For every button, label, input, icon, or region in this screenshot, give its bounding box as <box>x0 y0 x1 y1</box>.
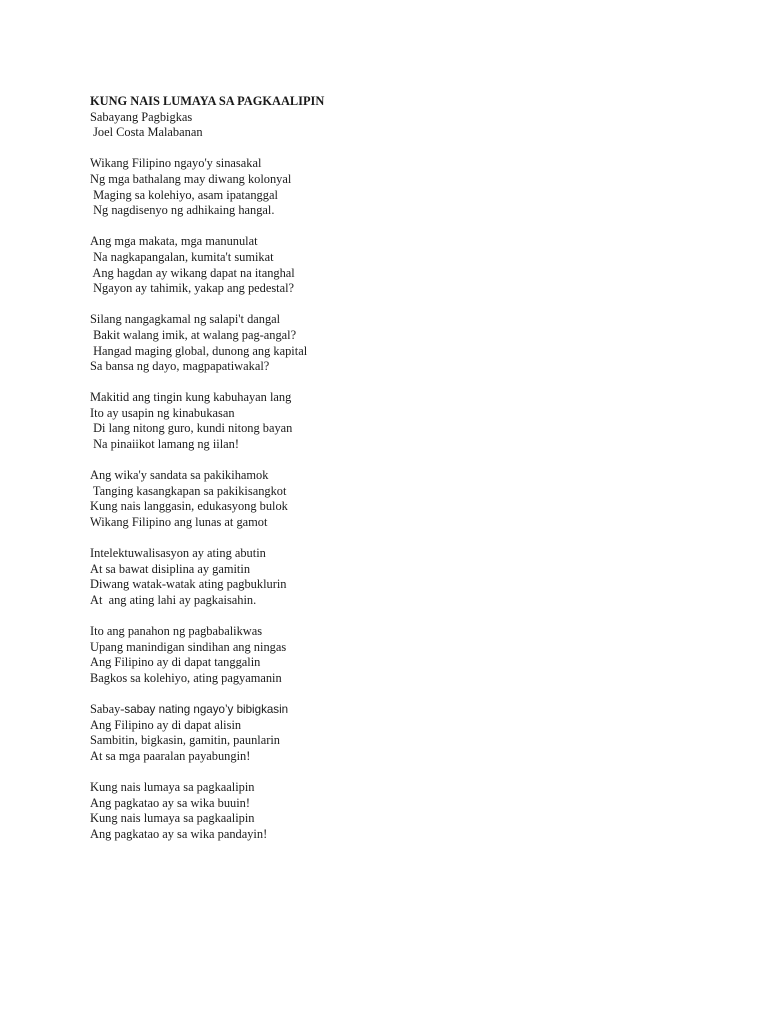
stanza-3 <box>90 312 690 374</box>
poem-line: Silang nangagkamal ng salapi't dangal <box>90 312 281 327</box>
poem-line: Ang pagkatao ay sa wika pandayin! <box>90 826 268 841</box>
stanza-4 <box>90 390 690 452</box>
poem-line: Ang pagkatao ay sa wika buuin! <box>90 795 251 810</box>
poem-line: Sambitin, bigkasin, gamitin, paunlarin <box>90 733 280 748</box>
poem-line: Maging sa kolehiyo, asam ipatanggal <box>90 187 278 202</box>
poem-line: Kung nais lumaya sa pagkaalipin <box>90 811 255 826</box>
poem-document <box>90 94 690 843</box>
stanza-1 <box>90 156 690 218</box>
stanza-8 <box>90 702 690 764</box>
poem-line: Ito ay usapin ng kinabukasan <box>90 405 235 420</box>
poem-line-mixed-font <box>90 702 690 718</box>
stanza-6 <box>90 546 690 608</box>
poem-line: Hangad maging global, dunong ang kapital <box>90 343 308 358</box>
poem-line: Bakit walang imik, at walang pag-angal? <box>90 327 297 342</box>
poem-subtitle: Sabayang Pagbigkas <box>90 109 193 124</box>
poem-line: At ang ating lahi ay pagkaisahin. <box>90 593 257 607</box>
poem-line: Makitid ang tingin kung kabuhayan lang <box>90 390 292 405</box>
stanza-7 <box>90 624 690 686</box>
poem-line: Ng nagdisenyo ng adhikaing hangal. <box>90 203 275 218</box>
poem-line: Kung nais lumaya sa pagkaalipin <box>90 780 255 795</box>
poem-line: Na nagkapangalan, kumita't sumikat <box>90 249 274 264</box>
poem-line: Ang wika'y sandata sa pakikihamok <box>90 468 269 483</box>
poem-line: Bagkos sa kolehiyo, ating pagyamanin <box>90 670 282 685</box>
poem-line: Ang Filipino ay di dapat tanggalin <box>90 655 261 670</box>
poem-line: Kung nais langgasin, edukasyong bulok <box>90 499 288 514</box>
poem-line: Ang mga makata, mga manunulat <box>90 234 258 249</box>
poem-line: Na pinaiikot lamang ng iilan! <box>90 437 239 452</box>
stanza-9 <box>90 780 690 842</box>
poem-line-part: sabay nating ngayo’y bibigkasin <box>124 703 289 717</box>
poem-line: Ngayon ay tahimik, yakap ang pedestal? <box>90 281 295 296</box>
poem-line: At sa bawat disiplina ay gamitin <box>90 561 251 576</box>
poem-line: Tanging kasangkapan sa pakikisangkot <box>90 483 287 498</box>
poem-line: At sa mga paaralan payabungin! <box>90 748 251 763</box>
poem-line: Wikang Filipino ang lunas at gamot <box>90 515 268 530</box>
poem-line: Ang Filipino ay di dapat alisin <box>90 717 242 732</box>
stanza-5 <box>90 468 690 530</box>
poem-line: Intelektuwalisasyon ay ating abutin <box>90 546 266 561</box>
poem-line: Ang hagdan ay wikang dapat na itanghal <box>90 265 295 280</box>
poem-line: Ito ang panahon ng pagbabalikwas <box>90 624 263 639</box>
poem-line: Sa bansa ng dayo, magpapatiwakal? <box>90 359 270 374</box>
poem-author: Joel Costa Malabanan <box>90 125 203 140</box>
poem-line: Wikang Filipino ngayo'y sinasakal <box>90 156 262 171</box>
poem-line-part: Sabay- <box>90 702 125 717</box>
poem-line: Diwang watak-watak ating pagbuklurin <box>90 577 287 592</box>
poem-title: KUNG NAIS LUMAYA SA PAGKAALIPIN <box>90 94 325 108</box>
poem-line: Upang manindigan sindihan ang ningas <box>90 639 287 654</box>
stanza-2 <box>90 234 690 296</box>
poem-line: Di lang nitong guro, kundi nitong bayan <box>90 421 293 436</box>
poem-line: Ng mga bathalang may diwang kolonyal <box>90 171 292 186</box>
